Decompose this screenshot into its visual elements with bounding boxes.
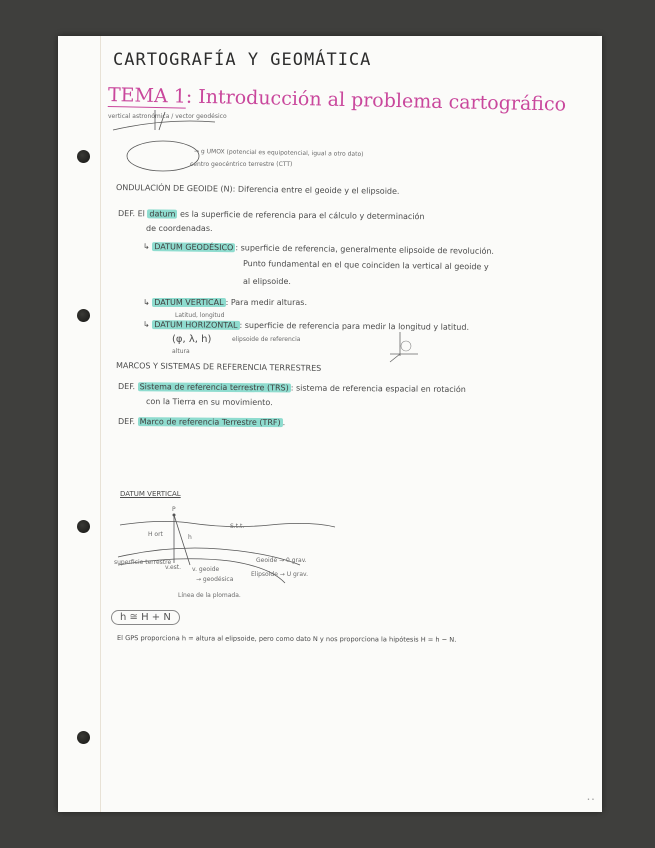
datum-geodesico-term: DATUM GEODÉSICO xyxy=(154,242,234,253)
def3-end: . xyxy=(282,418,286,428)
datum-geodesico-text3: al elipsoide. xyxy=(243,277,291,286)
diagram1-top-labels: vertical astronómica / vector geodésico xyxy=(108,113,227,120)
page-mark: • • xyxy=(587,797,595,803)
datum-vertical-text: : Para medir alturas. xyxy=(225,298,307,307)
datum-horizontal-term: DATUM HORIZONTAL xyxy=(154,320,238,330)
def2-continuation: con la Tierra en su movimiento. xyxy=(145,397,273,408)
diagram1-geoide-label: → g UMOX (potencial es equipotencial, igual a otro dato) xyxy=(193,148,364,158)
datum-term: datum xyxy=(149,209,176,219)
margin-line xyxy=(100,36,101,812)
diagram2-caption: Línea de la plomada. xyxy=(178,592,241,599)
label-elipsoide: Elipsoide → U grav. xyxy=(251,571,308,578)
ondulacion-line: ONDULACIÓN DE GEOIDE (N): Diferencia entre el geoide y el elipsoide. xyxy=(115,183,400,196)
label-superficie: superficie terrestre xyxy=(114,559,172,566)
label-h-ort: H ort xyxy=(148,531,163,538)
def1-rest: es la superficie de referencia para el cálculo y determinación xyxy=(179,209,425,222)
def3-line xyxy=(118,417,285,427)
formula-box: h ≅ H + N xyxy=(111,610,180,625)
tema-subtitle: : Introducción al problema cartográfico xyxy=(185,85,567,116)
def1-pre: El xyxy=(137,209,145,219)
def3-label: DEF. xyxy=(117,417,136,427)
tema-label: TEMA 1 xyxy=(107,84,187,108)
def1-continuation: de coordenadas. xyxy=(146,224,213,233)
datum-horizontal-note2: altura xyxy=(172,348,190,355)
datum-horizontal-line: ↳ DATUM HORIZONTAL : superficie de referencia para medir la longitud y latitud. xyxy=(142,320,470,332)
datum-vertical-diagram-title: DATUM VERTICAL xyxy=(120,490,181,498)
datum-vertical-line: ↳ DATUM VERTICAL : Para medir alturas. xyxy=(143,298,307,307)
label-geoide: Geoide → 0 grav. xyxy=(256,557,307,564)
formula-line: El GPS proporciona h = altura al elipsoide, pero como dato N y nos proporciona la hipótesis H = h − N. xyxy=(116,634,457,644)
binder-hole xyxy=(77,309,90,322)
binder-hole xyxy=(77,731,90,744)
datum-geodesico-text: : superficie de referencia, generalmente elipsoide de revolución. xyxy=(235,243,495,256)
datum-geodesico-line: ↳ DATUM GEODÉSICO : superficie de referencia, generalmente elipsoide de revolución. xyxy=(142,242,495,256)
datum-horizontal-coords: (φ, λ, h) xyxy=(172,334,212,345)
label-vgeoide: v. geoide xyxy=(192,566,220,573)
datum-horizontal-text: : superficie de referencia para medir la longitud y latitud. xyxy=(239,320,470,332)
datum-horizontal-small: Latitud, longitud xyxy=(175,312,225,319)
def2-text: : sistema de referencia espacial en rotación xyxy=(290,383,466,395)
axes-sketch xyxy=(386,330,422,364)
marcos-heading: MARCOS Y SISTEMAS DE REFERENCIA TERRESTRES xyxy=(115,361,322,373)
label-geodesica: → geodésica xyxy=(196,576,234,583)
datum-geodesico-text2: Punto fundamental en el que coinciden la vertical al geoide y xyxy=(242,259,489,272)
page-heading: CARTOGRAFÍA Y GEOMÁTICA xyxy=(113,50,372,70)
datum-vertical-term: DATUM VERTICAL xyxy=(154,298,224,307)
label-vest: v.est. xyxy=(165,564,182,571)
datum-horizontal-note: elipsoide de referencia xyxy=(232,336,301,343)
binder-hole xyxy=(77,150,90,163)
trf-term: Marco de referencia Terrestre (TRF) xyxy=(139,417,281,428)
datum-vertical-diagram xyxy=(110,505,350,597)
label-stt: S.t.t. xyxy=(230,523,245,530)
label-p: P xyxy=(172,506,176,513)
def2-label: DEF. xyxy=(117,382,136,392)
def1-label: DEF. xyxy=(117,209,136,219)
label-h: h xyxy=(188,534,192,541)
diagram1-ctt-label: centro geocéntrico terrestre (CTT) xyxy=(190,161,293,168)
binder-hole xyxy=(77,520,90,533)
trs-term: Sistema de referencia terrestre (TRS) xyxy=(139,382,289,393)
